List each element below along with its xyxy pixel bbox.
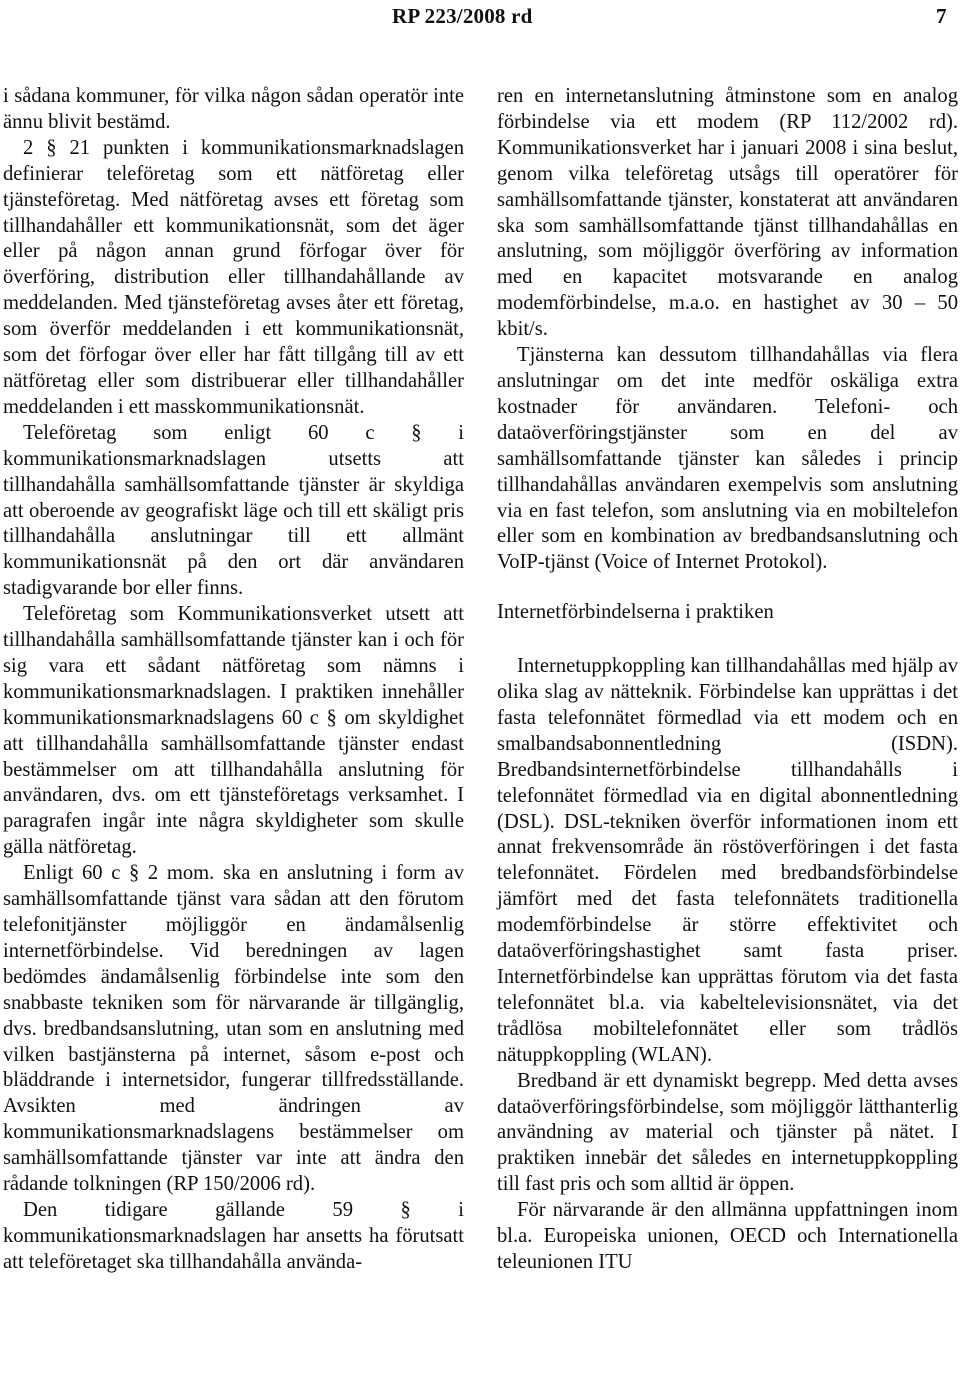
document-id: RP 223/2008 rd: [392, 4, 533, 28]
page-header: [0, 0, 960, 38]
paragraph: i sådana kommuner, för vilka någon sådan operatör inte ännu blivit bestämd.: [3, 85, 464, 133]
page-number: 7: [936, 4, 947, 28]
section-heading: Internetförbindelserna i praktiken: [497, 601, 774, 624]
left-column: [3, 84, 464, 1276]
paragraph: ren en internetanslutning åtminstone som en analog förbindelse via ett modem (RP 112/2002 rd). Kommunikationsverket har i januari 2008 i sina beslut, genom vilka teleföretag utsågs till operatörer för samhällsomfattande tjänster, konstaterat att användaren ska som samhällsomfattande tjänst tillhandahållas en anslutning, som möjliggör överföring av information med en kapacitet motsvarande en analog modemförbindelse, m.a.o. en hastighet av 30 – 50 kbit/s.: [497, 85, 958, 341]
right-column: [497, 84, 958, 1276]
paragraph: Tjänsterna kan dessutom tillhandahållas via flera anslutningar om det inte medför oskäliga extra kostnader för användaren. Telefoni- och dataöverföringstjänster som en del av samhällsomfattande tjänster kan således i princip tillhandahållas användaren exempelvis som anslutning via en fast telefon, som anslutning via en mobiltelefon eller som en kombination av bredbandsanslutning och VoIP-tjänst (Voice of Internet Protokol).: [497, 344, 958, 574]
paragraph: Teleföretag som enligt 60 c § i kommunikationsmarknadslagen utsetts att tillhandahålla samhällsomfattande tjänster är skyldiga att oberoende av geografiskt läge och till ett skäligt pris tillhandahålla anslutningar till ett allmänt kommunikationsnät på den ort där användaren stadigvarande bor eller finns.: [3, 421, 464, 600]
paragraph: Enligt 60 c § 2 mom. ska en anslutning i form av samhällsomfattande tjänst vara sådan att den förutom telefonitjänster möjliggör en ändamålsenlig internetförbindelse. Vid beredningen av lagen bedömdes ändamålsenlig förbindelse inte som den snabbaste tekniken som för närvarande är tillgänglig, dvs. bredbandsanslutning, utan som en anslutning med vilken bastjänsterna på internet, såsom e-post och bläddrande i internetsidor, fungerar tillfredsställande. Avsikten med ändringen av kommunikationsmarknadslagens bestämmelser om samhällsomfattande tjänster var inte att ändra den rådande tolkningen (RP 150/2006 rd).: [3, 862, 464, 1196]
paragraph: Den tidigare gällande 59 § i kommunikationsmarknadslagen har ansetts ha förutsatt att teleföretaget ska tillhandahålla använda-: [3, 1198, 464, 1273]
paragraph: Teleföretag som Kommunikationsverket utsett att tillhandahålla samhällsomfattande tjänster kan i och för sig vara ett sådant nätföretag som nämns i kommunikationsmarknadslagen. I praktiken innehåller kommunikationsmarknadslagens 60 c § om skyldighet att tillhandahålla samhällsomfattande tjänster endast bestämmelser om att tillhandahålla anslutning för användaren, dvs. om ett tjänsteföretags verksamhet. I paragrafen ingår inte några skyldigheter som skulle gälla nätföretag.: [3, 603, 464, 859]
paragraph: För närvarande är den allmänna uppfattningen inom bl.a. Europeiska unionen, OECD och Internationella teleunionen ITU: [497, 1199, 958, 1273]
paragraph: 2 § 21 punkten i kommunikationsmarknadslagen definierar teleföretag som ett nätföretag eller tjänsteföretag. Med nätföretag avses ett företag som tillhandahåller ett kommunikationsnät, som det äger eller på någon annan grund förfogar över för överföring, distribution eller tillhandahållande av meddelanden. Med tjänsteföretag avses åter ett företag, som överför meddelanden i ett kommunikationsnät, som det förfogar över eller har fått tillgång till av ett nätföretag eller som distribuerar eller tillhandahåller meddelanden i ett masskommunikationsnät.: [3, 136, 464, 418]
paragraph: Bredband är ett dynamiskt begrepp. Med detta avses dataöverföringsförbindelse, som möjliggör lätthanterlig användning av material och tjänster på nätet. I praktiken innebär det således en internetuppkoppling till fast pris och som alltid är öppen.: [497, 1069, 958, 1196]
paragraph: Internetuppkoppling kan tillhandahållas med hjälp av olika slag av nätteknik. Förbindelse kan upprättas i det fasta telefonnätet förmedlad via ett modem och en smalbandsabonnentledning (ISDN). Bredbandsinternetförbindelse tillhandahålls i telefonnätet förmedlad via en digital abonnentledning (DSL). DSL-tekniken överför informationen inom ett annat frekvensområde än röstöverföringen i det fasta telefonnätet. Fördelen med bredbandsförbindelse jämfört med det fasta telefonnätets traditionella modemförbindelse är större effektivitet och dataöverföringshastighet samt fasta priser. Internetförbindelse kan upprättas förutom via det fasta telefonnätet bl.a. via kabeltelevisionsnätet, via det trådlösa mobiltelefonnätet eller som trådlös nätuppkoppling (WLAN).: [497, 655, 958, 1066]
